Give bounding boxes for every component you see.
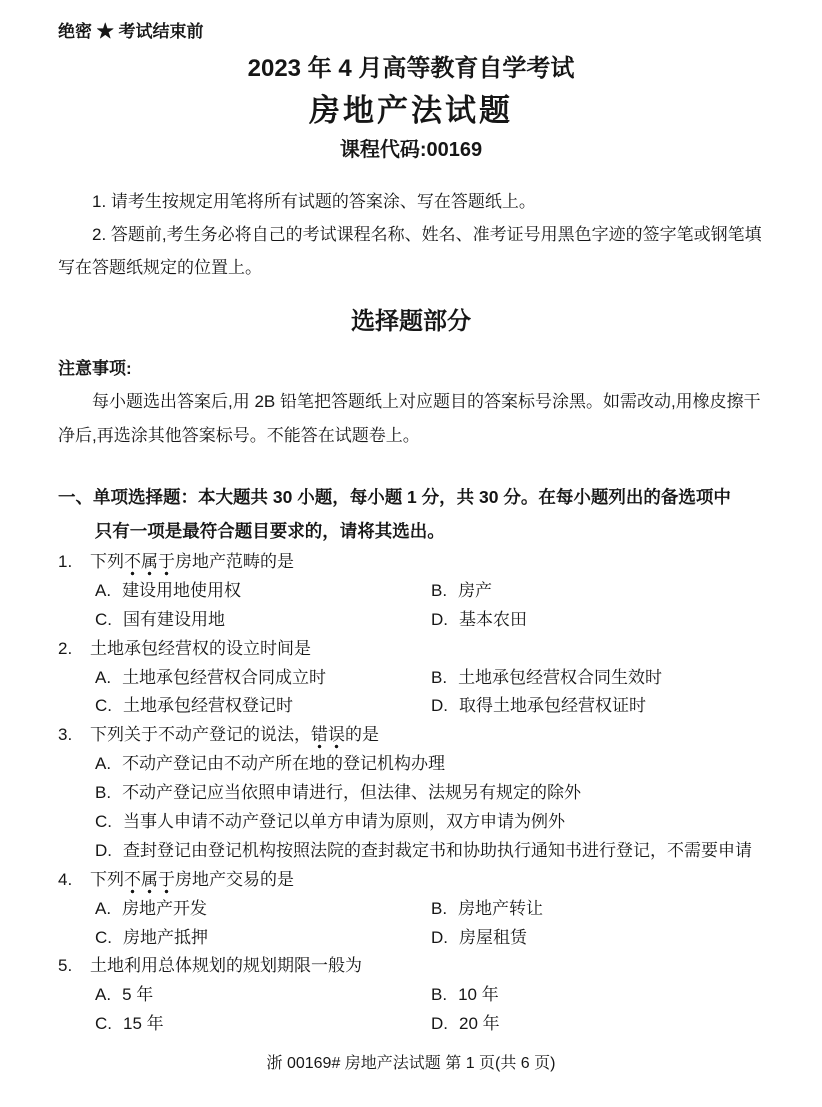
question-4-stem: [58, 866, 764, 895]
exam-session-title: 2023 年 4 月高等教育自学考试: [247, 55, 575, 83]
option-label: C.: [95, 609, 112, 629]
option-label: B.: [431, 580, 448, 600]
question-stem-text: [90, 548, 764, 577]
option-b: [431, 664, 764, 693]
question-number: 4.: [58, 869, 73, 889]
question-number: 2.: [58, 638, 73, 658]
option-text: 国有建设用地: [123, 609, 225, 629]
stem-prefix: 土地利用总体规划的规划期限一般为: [90, 956, 362, 976]
option-text: 土地承包经营权登记时: [123, 696, 293, 716]
option-a: [95, 664, 431, 693]
part-one-heading: [58, 480, 764, 548]
question-stem-text: [90, 866, 764, 895]
option-b: [431, 895, 764, 924]
question-number: 3.: [58, 725, 73, 745]
notice-body: 每小题选出答案后,用 2B 铅笔把答题纸上对应题目的答案标号涂黑。如需改动,用橡皮擦干净后,再选涂其他答案标号。不能答在试题卷上。: [58, 392, 761, 445]
course-code: 课程代码:00169: [339, 138, 483, 161]
option-a: [95, 981, 431, 1010]
option-text: 10 年: [458, 985, 499, 1005]
option-label: C.: [95, 696, 112, 716]
option-c: [95, 1010, 431, 1039]
option-label: D.: [431, 609, 448, 629]
question-1-stem: [58, 548, 764, 577]
question-5-stem: [58, 952, 764, 981]
option-label: D.: [431, 927, 448, 947]
option-label: A.: [95, 985, 112, 1005]
option-d: [431, 606, 764, 635]
option-label: A.: [95, 754, 112, 774]
option-label: D.: [431, 1014, 448, 1034]
question-5: [58, 952, 764, 1039]
question-2: [58, 635, 764, 722]
option-label: A.: [95, 580, 112, 600]
question-1: [58, 548, 764, 635]
option-text: 房地产开发: [122, 898, 208, 918]
option-c: [95, 808, 764, 837]
question-3-stem: [58, 721, 764, 750]
stem-suffix: 房地产交易的是: [175, 869, 294, 889]
option-c: [95, 924, 431, 953]
option-text: 5 年: [122, 985, 154, 1005]
option-c: [95, 692, 431, 721]
option-text: 土地承包经营权合同生效时: [458, 667, 663, 687]
part-one-heading-line2: 只有一项是最符合题目要求的，请将其选出。: [94, 520, 445, 541]
option-text: 不动产登记由不动产所在地的登记机构办理: [122, 754, 446, 774]
option-text: 土地承包经营权合同成立时: [122, 667, 327, 687]
question-stem-text: [90, 952, 764, 981]
question-2-options: [58, 664, 764, 722]
option-label: D.: [431, 696, 448, 716]
question-2-stem: [58, 635, 764, 664]
option-d: [431, 924, 764, 953]
question-1-options: [58, 577, 764, 635]
option-label: B.: [431, 985, 448, 1005]
general-instructions: [58, 185, 764, 284]
stem-prefix: 下列: [90, 552, 124, 572]
stem-emphasized-text: 不属于: [124, 552, 175, 576]
stem-prefix: 下列关于不动产登记的说法，: [90, 725, 311, 745]
question-3: [58, 721, 764, 865]
option-label: C.: [95, 812, 112, 832]
exam-subject-title: 房地产法试题: [309, 93, 513, 129]
option-label: C.: [95, 1014, 112, 1034]
option-label: B.: [95, 783, 112, 803]
question-number: 5.: [58, 956, 73, 976]
option-d: [431, 692, 764, 721]
option-text: 基本农田: [459, 609, 527, 629]
option-text: 房屋租赁: [459, 927, 527, 947]
option-text: 取得土地承包经营权证时: [459, 696, 646, 716]
part-one-heading-line1: 一、单项选择题：本大题共 30 小题，每小题 1 分，共 30 分。在每小题列出的备选项中: [58, 486, 731, 507]
option-text: 查封登记由登记机构按照法院的查封裁定书和协助执行通知书进行登记，不需要申请: [123, 840, 752, 860]
stem-emphasized-text: 不属于: [124, 870, 175, 894]
option-text: 房地产抵押: [123, 927, 208, 947]
option-text: 房地产转让: [458, 898, 544, 918]
instruction-1: 1. 请考生按规定用笔将所有试题的答案涂、写在答题纸上。: [92, 191, 536, 211]
option-a: [95, 577, 431, 606]
question-3-options: [58, 750, 764, 866]
option-d: [431, 1010, 764, 1039]
option-b: [95, 779, 764, 808]
option-text: 当事人申请不动产登记以单方申请为原则，双方申请为例外: [123, 812, 565, 832]
stem-prefix: 下列: [90, 869, 124, 889]
notice-title: 注意事项:: [58, 359, 132, 379]
stem-prefix: 土地承包经营权的设立时间是: [90, 638, 311, 658]
option-text: 房产: [458, 580, 493, 600]
stem-emphasized-text: 错误: [311, 725, 345, 749]
option-c: [95, 606, 431, 635]
option-text: 不动产登记应当依照申请进行，但法律、法规另有规定的除外: [122, 783, 582, 803]
option-label: B.: [431, 898, 448, 918]
question-stem-text: [90, 635, 764, 664]
option-label: A.: [95, 667, 112, 687]
page-footer: 浙 00169# 房地产法试题 第 1 页(共 6 页): [266, 1055, 556, 1073]
option-label: B.: [431, 667, 448, 687]
option-text: 20 年: [459, 1014, 500, 1034]
option-label: A.: [95, 898, 112, 918]
option-a: [95, 750, 764, 779]
option-label: D.: [95, 840, 112, 860]
question-stem-text: [90, 721, 764, 750]
option-b: [431, 981, 764, 1010]
stem-suffix: 的是: [345, 725, 379, 745]
instruction-2: 2. 答题前,考生务必将自己的考试课程名称、姓名、准考证号用黑色字迹的签字笔或钢笔填写在答题纸规定的位置上。: [58, 224, 762, 277]
option-text: 15 年: [123, 1014, 164, 1034]
question-5-options: [58, 981, 764, 1039]
option-text: 建设用地使用权: [122, 580, 242, 600]
stem-suffix: 房地产范畴的是: [175, 552, 294, 572]
question-4-options: [58, 895, 764, 953]
option-d: [95, 837, 764, 866]
classification-banner: 绝密 ★ 考试结束前: [58, 22, 204, 41]
option-b: [431, 577, 764, 606]
section-title: 选择题部分: [351, 308, 471, 335]
option-a: [95, 895, 431, 924]
question-4: [58, 866, 764, 953]
question-number: 1.: [58, 552, 73, 572]
option-label: C.: [95, 927, 112, 947]
